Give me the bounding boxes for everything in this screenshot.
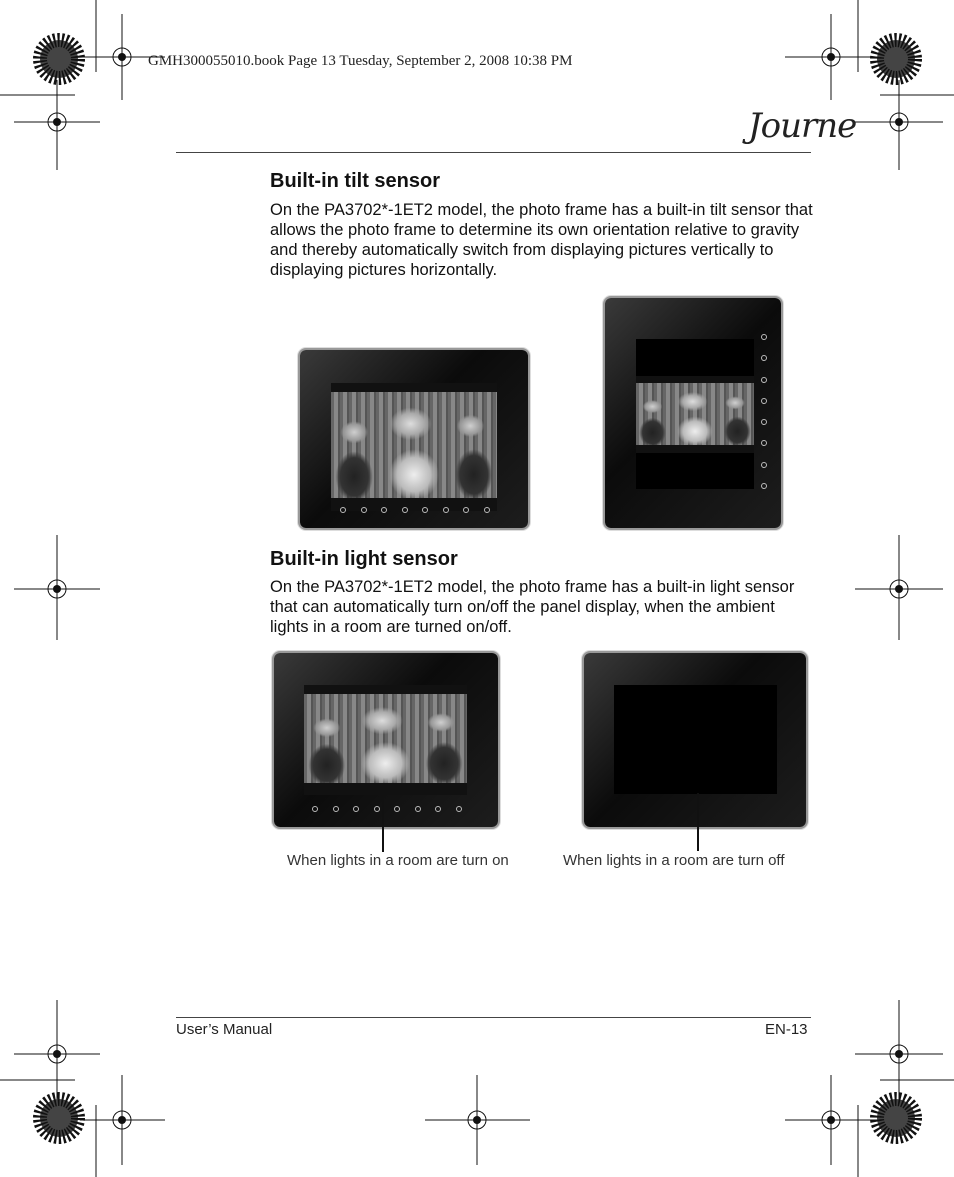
- tilt-sensor-heading: Built-in tilt sensor: [270, 170, 440, 192]
- footer-manual-label: User’s Manual: [176, 1021, 273, 1038]
- caption-pointer-on: [382, 790, 384, 852]
- screen-top-bar-on: [304, 685, 467, 694]
- header-rule: [176, 152, 811, 153]
- screen-toolbar-portrait: [636, 445, 754, 453]
- tilt-sensor-paragraph: On the PA3702*-1ET2 model, the photo frame has a built-in tilt sensor that allows the photo frame to determine its own orientation relative to gravity and thereby automatically switch from displaying pictures vertically to displaying pictures horizontally.: [270, 201, 813, 279]
- photo-frame-landscape: [300, 350, 528, 528]
- photo-frame-lights-off: [584, 653, 806, 827]
- light-sensor-heading: Built-in light sensor: [270, 548, 458, 570]
- children-photo: [331, 392, 497, 498]
- children-photo-on: [304, 694, 467, 783]
- frame-button-column: [761, 334, 767, 489]
- caption-lights-on: When lights in a room are turn on: [287, 852, 509, 869]
- caption-pointer-off: [697, 793, 699, 851]
- screen-toolbar-on: [304, 783, 467, 795]
- footer-page-number: EN-13: [765, 1021, 808, 1038]
- frame-screen-on: [304, 685, 467, 795]
- caption-lights-off: When lights in a room are turn off: [563, 852, 785, 869]
- frame-button-row-on: [312, 806, 462, 812]
- light-sensor-paragraph: On the PA3702*-1ET2 model, the photo frame has a built-in light sensor that can automatically turn on/off the panel display, when the ambient lights in a room are turned on/off.: [270, 578, 795, 636]
- photo-frame-lights-on: [274, 653, 498, 827]
- children-photo-portrait: [636, 383, 754, 445]
- screen-top-bar: [331, 383, 497, 392]
- screen-top-bar-portrait: [636, 376, 754, 383]
- photo-frame-portrait: [605, 298, 781, 528]
- footer-rule: [176, 1017, 811, 1018]
- frame-screen-off: [614, 685, 777, 794]
- frame-button-row: [340, 507, 490, 513]
- printer-info-line: GMH300055010.book Page 13 Tuesday, September 2, 2008 10:38 PM: [148, 53, 573, 69]
- frame-screen-portrait: [636, 339, 754, 489]
- frame-screen: [331, 383, 497, 511]
- brand-logo: Journe: [748, 106, 857, 146]
